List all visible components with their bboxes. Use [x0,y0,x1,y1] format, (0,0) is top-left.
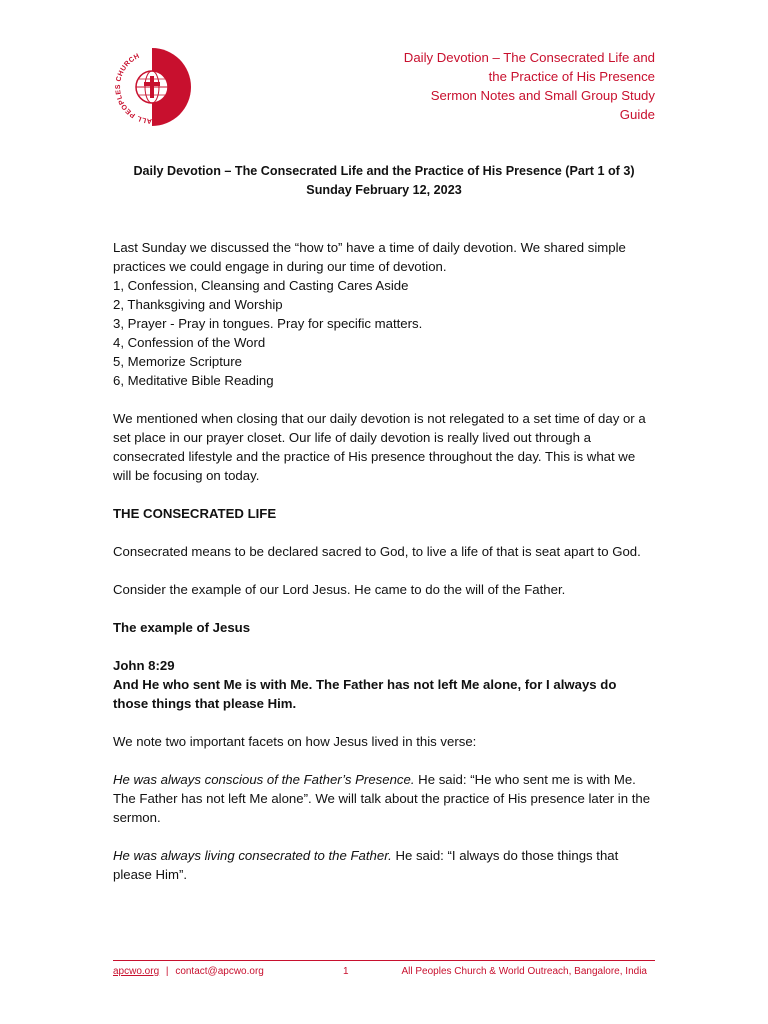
facet-italic: He was always living consecrated to the Father. [113,848,392,863]
practice-item: 5, Memorize Scripture [113,354,242,369]
practice-item: 2, Thanksgiving and Worship [113,297,283,312]
footer-separator: | [165,966,169,977]
practice-item: 6, Meditative Bible Reading [113,373,274,388]
section-heading: THE CONSECRATED LIFE [113,506,277,521]
logo-arc-text: ALL PEOPLES CHURCH [114,52,153,125]
facet-paragraph [113,846,655,884]
subheading: The example of Jesus [113,620,251,635]
header-line: Sermon Notes and Small Group Study [430,88,655,103]
intro-paragraph: Last Sunday we discussed the “how to” have a time of daily devotion. We shared simple practices we could engage in during our time of devotion. [113,240,626,274]
scripture-reference: John 8:29 [113,658,175,673]
practice-item: 3, Prayer - Pray in tongues. Pray for specific matters. [113,316,423,331]
header-line: the Practice of His Presence [488,69,655,84]
page-number: 1 [343,966,349,977]
footer-organization: All Peoples Church & World Outreach, Bangalore, India [401,966,647,977]
document-body [113,238,655,903]
closing-paragraph: We mentioned when closing that our daily devotion is not relegated to a set time of day or a set place in our prayer closet. Our life of daily devotion is really lived out through a consecrated lifestyle and the practice of His presence throughout the day. This is what we will be focusing on today. [113,411,646,483]
facet-text: He said: “He who sent me is with Me. The Father has not left Me alone”. We will talk about the practice of His presence later in the sermon. [113,772,651,825]
facet-italic: He was always conscious of the Father’s Presence. [113,772,415,787]
definition-paragraph: Consecrated means to be declared sacred to God, to live a life of that is seat apart to God. [113,544,641,559]
document-title [0,162,768,200]
footer-contact [113,965,264,978]
practice-item: 4, Confession of the Word [113,335,266,350]
practice-item: 1, Confession, Cleansing and Casting Cares Aside [113,278,409,293]
consider-paragraph: Consider the example of our Lord Jesus. He came to do the will of the Father. [113,582,566,597]
facet-paragraph [113,770,655,827]
email-text: contact@apcwo.org [175,966,264,977]
footer-divider [113,960,655,961]
scripture-text: And He who sent Me is with Me. The Father has not left Me alone, for I always do those things that please Him. [113,677,617,711]
title-date: Sunday February 12, 2023 [306,183,462,197]
header-line: Guide [619,107,655,122]
title-line: Daily Devotion – The Consecrated Life and the Practice of His Presence (Part 1 of 3) [133,164,635,178]
website-link[interactable]: apcwo.org [113,966,160,977]
facet-text: He said: “I always do those things that please Him”. [113,848,619,882]
scripture-block [113,656,655,713]
document-header [404,48,655,124]
note-paragraph: We note two important facets on how Jesus lived in this verse: [113,734,477,749]
church-logo [112,44,192,130]
intro-block [113,238,655,390]
header-line: Daily Devotion – The Consecrated Life and [403,50,655,65]
church-logo-icon [112,44,192,130]
